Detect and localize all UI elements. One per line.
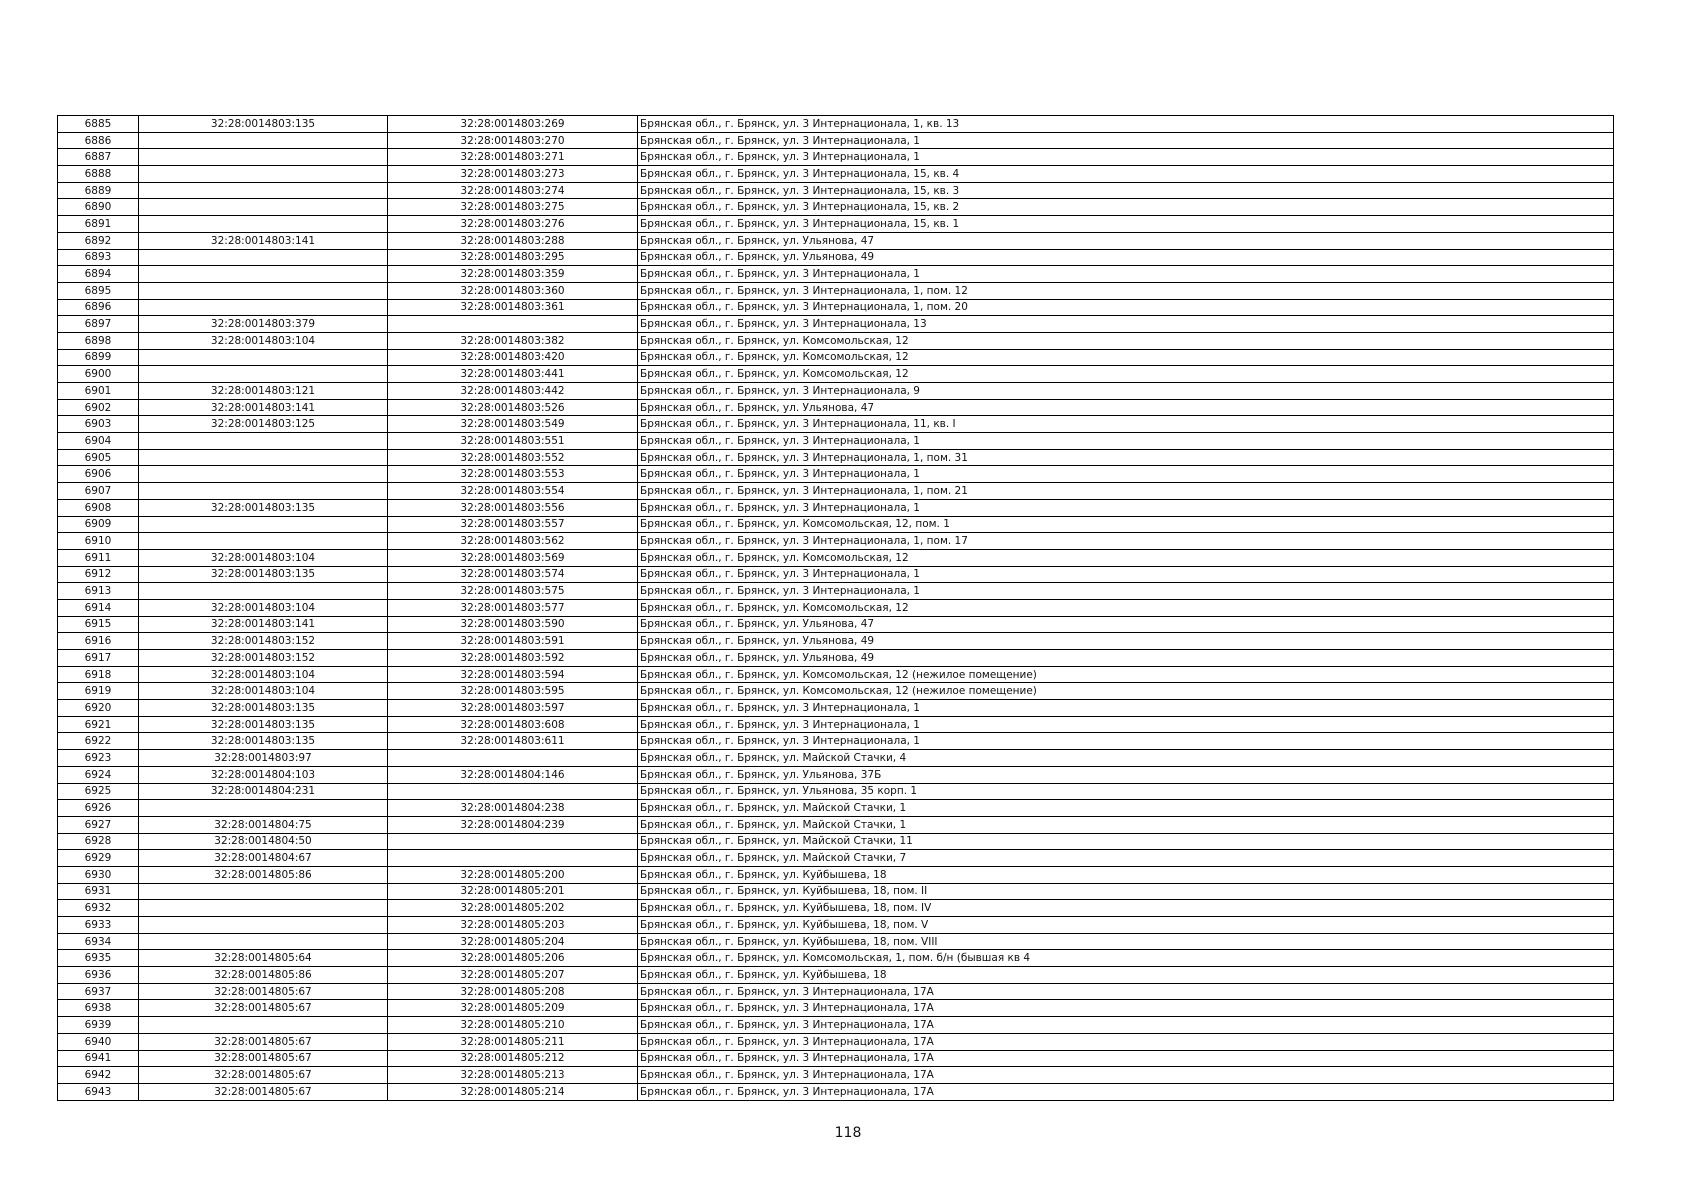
- parcel-number-cell: [139, 883, 388, 900]
- row-number-cell: 6889: [58, 182, 139, 199]
- address-cell: Брянская обл., г. Брянск, ул. Комсомольская, 12 (нежилое помещение): [638, 683, 1614, 700]
- row-number-cell: 6942: [58, 1067, 139, 1084]
- row-number-cell: 6897: [58, 316, 139, 333]
- address-cell: Брянская обл., г. Брянск, ул. Куйбышева, 18: [638, 866, 1614, 883]
- row-number-cell: 6931: [58, 883, 139, 900]
- address-cell: Брянская обл., г. Брянск, ул. Комсомольская, 12, пом. 1: [638, 516, 1614, 533]
- parcel-number-cell: 32:28:0014805:67: [139, 1067, 388, 1084]
- table-row: [58, 249, 1614, 266]
- table-row: [58, 666, 1614, 683]
- parcel-number-cell: [139, 149, 388, 166]
- address-cell: Брянская обл., г. Брянск, ул. Комсомольская, 1, пом. б/н (бывшая кв 4: [638, 950, 1614, 967]
- page-number: 118: [834, 1125, 862, 1141]
- row-number-cell: 6938: [58, 1000, 139, 1017]
- address-cell: Брянская обл., г. Брянск, ул. 3 Интернационала, 1: [638, 149, 1614, 166]
- row-number-cell: 6895: [58, 282, 139, 299]
- row-number-cell: 6935: [58, 950, 139, 967]
- table-row: [58, 950, 1614, 967]
- table-row: [58, 1083, 1614, 1100]
- parcel-number-cell: 32:28:0014803:104: [139, 549, 388, 566]
- object-number-cell: 32:28:0014803:360: [388, 282, 638, 299]
- address-cell: Брянская обл., г. Брянск, ул. 3 Интернационала, 17А: [638, 1017, 1614, 1034]
- parcel-number-cell: 32:28:0014803:104: [139, 332, 388, 349]
- table-row: [58, 883, 1614, 900]
- object-number-cell: 32:28:0014803:526: [388, 399, 638, 416]
- table-row: [58, 800, 1614, 817]
- object-number-cell: 32:28:0014803:441: [388, 366, 638, 383]
- row-number-cell: 6940: [58, 1033, 139, 1050]
- parcel-number-cell: [139, 182, 388, 199]
- table-row: [58, 332, 1614, 349]
- object-number-cell: [388, 850, 638, 867]
- address-cell: Брянская обл., г. Брянск, ул. Ульянова, 47: [638, 616, 1614, 633]
- object-number-cell: 32:28:0014803:592: [388, 650, 638, 667]
- row-number-cell: 6908: [58, 499, 139, 516]
- row-number-cell: 6941: [58, 1050, 139, 1067]
- address-cell: Брянская обл., г. Брянск, ул. Ульянова, 49: [638, 249, 1614, 266]
- parcel-number-cell: [139, 282, 388, 299]
- table-row: [58, 499, 1614, 516]
- object-number-cell: 32:28:0014805:210: [388, 1017, 638, 1034]
- parcel-number-cell: [139, 449, 388, 466]
- parcel-number-cell: 32:28:0014803:104: [139, 599, 388, 616]
- object-number-cell: 32:28:0014805:208: [388, 983, 638, 1000]
- object-number-cell: 32:28:0014803:553: [388, 466, 638, 483]
- address-cell: Брянская обл., г. Брянск, ул. 3 Интернационала, 1: [638, 132, 1614, 149]
- row-number-cell: 6885: [58, 116, 139, 133]
- parcel-number-cell: [139, 533, 388, 550]
- parcel-number-cell: [139, 199, 388, 216]
- object-number-cell: 32:28:0014803:594: [388, 666, 638, 683]
- parcel-number-cell: 32:28:0014803:379: [139, 316, 388, 333]
- address-cell: Брянская обл., г. Брянск, ул. Майской Стачки, 1: [638, 816, 1614, 833]
- object-number-cell: 32:28:0014803:295: [388, 249, 638, 266]
- object-number-cell: 32:28:0014803:420: [388, 349, 638, 366]
- parcel-number-cell: 32:28:0014805:67: [139, 1050, 388, 1067]
- address-cell: Брянская обл., г. Брянск, ул. Комсомольская, 12: [638, 549, 1614, 566]
- table-row: [58, 232, 1614, 249]
- row-number-cell: 6924: [58, 766, 139, 783]
- table-row: [58, 483, 1614, 500]
- address-cell: Брянская обл., г. Брянск, ул. 3 Интернационала, 13: [638, 316, 1614, 333]
- object-number-cell: 32:28:0014803:557: [388, 516, 638, 533]
- row-number-cell: 6912: [58, 566, 139, 583]
- parcel-number-cell: 32:28:0014804:103: [139, 766, 388, 783]
- address-cell: Брянская обл., г. Брянск, ул. Комсомольская, 12: [638, 599, 1614, 616]
- parcel-number-cell: [139, 366, 388, 383]
- parcel-number-cell: 32:28:0014803:104: [139, 683, 388, 700]
- object-number-cell: 32:28:0014805:211: [388, 1033, 638, 1050]
- object-number-cell: [388, 833, 638, 850]
- address-cell: Брянская обл., г. Брянск, ул. 3 Интернационала, 1: [638, 733, 1614, 750]
- row-number-cell: 6918: [58, 666, 139, 683]
- object-number-cell: 32:28:0014803:549: [388, 416, 638, 433]
- address-cell: Брянская обл., г. Брянск, ул. 3 Интернационала, 1, пом. 31: [638, 449, 1614, 466]
- table-row: [58, 1033, 1614, 1050]
- parcel-number-cell: [139, 266, 388, 283]
- table-row: [58, 349, 1614, 366]
- object-number-cell: 32:28:0014803:595: [388, 683, 638, 700]
- row-number-cell: 6923: [58, 750, 139, 767]
- object-number-cell: 32:28:0014803:611: [388, 733, 638, 750]
- address-cell: Брянская обл., г. Брянск, ул. Куйбышева, 18, пом. VIII: [638, 933, 1614, 950]
- parcel-number-cell: [139, 933, 388, 950]
- parcel-number-cell: [139, 483, 388, 500]
- row-number-cell: 6917: [58, 650, 139, 667]
- address-cell: Брянская обл., г. Брянск, ул. 3 Интернационала, 1: [638, 566, 1614, 583]
- table-row: [58, 282, 1614, 299]
- parcel-number-cell: [139, 433, 388, 450]
- row-number-cell: 6901: [58, 383, 139, 400]
- object-number-cell: 32:28:0014803:382: [388, 332, 638, 349]
- table-row: [58, 583, 1614, 600]
- address-cell: Брянская обл., г. Брянск, ул. 3 Интернационала, 11, кв. I: [638, 416, 1614, 433]
- parcel-number-cell: 32:28:0014804:67: [139, 850, 388, 867]
- object-number-cell: 32:28:0014804:146: [388, 766, 638, 783]
- parcel-number-cell: 32:28:0014804:50: [139, 833, 388, 850]
- object-number-cell: 32:28:0014803:273: [388, 166, 638, 183]
- address-cell: Брянская обл., г. Брянск, ул. Майской Стачки, 11: [638, 833, 1614, 850]
- row-number-cell: 6906: [58, 466, 139, 483]
- table-row: [58, 516, 1614, 533]
- table-row: [58, 599, 1614, 616]
- parcel-number-cell: [139, 1017, 388, 1034]
- address-cell: Брянская обл., г. Брянск, ул. 3 Интернационала, 17А: [638, 1000, 1614, 1017]
- address-cell: Брянская обл., г. Брянск, ул. 3 Интернационала, 9: [638, 383, 1614, 400]
- address-cell: Брянская обл., г. Брянск, ул. 3 Интернационала, 17А: [638, 1050, 1614, 1067]
- table-row: [58, 616, 1614, 633]
- object-number-cell: 32:28:0014803:569: [388, 549, 638, 566]
- parcel-number-cell: 32:28:0014803:141: [139, 616, 388, 633]
- row-number-cell: 6937: [58, 983, 139, 1000]
- address-cell: Брянская обл., г. Брянск, ул. Майской Стачки, 4: [638, 750, 1614, 767]
- address-cell: Брянская обл., г. Брянск, ул. Ульянова, 35 корп. 1: [638, 783, 1614, 800]
- row-number-cell: 6919: [58, 683, 139, 700]
- row-number-cell: 6930: [58, 866, 139, 883]
- object-number-cell: 32:28:0014805:214: [388, 1083, 638, 1100]
- object-number-cell: 32:28:0014803:575: [388, 583, 638, 600]
- parcel-number-cell: [139, 299, 388, 316]
- table-row: [58, 533, 1614, 550]
- table-row: [58, 199, 1614, 216]
- table-row: [58, 783, 1614, 800]
- address-cell: Брянская обл., г. Брянск, ул. 3 Интернационала, 1: [638, 499, 1614, 516]
- table-row: [58, 299, 1614, 316]
- table-body: [58, 116, 1614, 1101]
- address-cell: Брянская обл., г. Брянск, ул. 3 Интернационала, 15, кв. 4: [638, 166, 1614, 183]
- parcel-number-cell: 32:28:0014803:135: [139, 566, 388, 583]
- row-number-cell: 6925: [58, 783, 139, 800]
- parcel-number-cell: [139, 166, 388, 183]
- object-number-cell: 32:28:0014805:200: [388, 866, 638, 883]
- parcel-number-cell: 32:28:0014805:86: [139, 866, 388, 883]
- row-number-cell: 6932: [58, 900, 139, 917]
- row-number-cell: 6921: [58, 716, 139, 733]
- parcel-number-cell: [139, 900, 388, 917]
- parcel-number-cell: [139, 249, 388, 266]
- address-cell: Брянская обл., г. Брянск, ул. Ульянова, 47: [638, 399, 1614, 416]
- table-row: [58, 166, 1614, 183]
- parcel-number-cell: [139, 132, 388, 149]
- address-cell: Брянская обл., г. Брянск, ул. 3 Интернационала, 1: [638, 466, 1614, 483]
- table-row: [58, 466, 1614, 483]
- object-number-cell: 32:28:0014805:202: [388, 900, 638, 917]
- row-number-cell: 6886: [58, 132, 139, 149]
- row-number-cell: 6898: [58, 332, 139, 349]
- address-cell: Брянская обл., г. Брянск, ул. Ульянова, 49: [638, 650, 1614, 667]
- parcel-number-cell: 32:28:0014803:104: [139, 666, 388, 683]
- parcel-number-cell: 32:28:0014803:135: [139, 700, 388, 717]
- table-row: [58, 416, 1614, 433]
- parcel-number-cell: [139, 349, 388, 366]
- object-number-cell: 32:28:0014804:238: [388, 800, 638, 817]
- row-number-cell: 6922: [58, 733, 139, 750]
- table-row: [58, 850, 1614, 867]
- parcel-number-cell: [139, 800, 388, 817]
- table-row: [58, 816, 1614, 833]
- table-row: [58, 766, 1614, 783]
- table-row: [58, 1050, 1614, 1067]
- parcel-number-cell: [139, 583, 388, 600]
- object-number-cell: 32:28:0014805:209: [388, 1000, 638, 1017]
- object-number-cell: 32:28:0014805:212: [388, 1050, 638, 1067]
- object-number-cell: 32:28:0014803:562: [388, 533, 638, 550]
- table-row: [58, 716, 1614, 733]
- table-row: [58, 933, 1614, 950]
- address-cell: Брянская обл., г. Брянск, ул. Комсомольская, 12: [638, 349, 1614, 366]
- parcel-number-cell: 32:28:0014803:152: [139, 650, 388, 667]
- address-cell: Брянская обл., г. Брянск, ул. Ульянова, 37Б: [638, 766, 1614, 783]
- parcel-number-cell: [139, 917, 388, 934]
- table-row: [58, 1067, 1614, 1084]
- table-row: [58, 449, 1614, 466]
- table-row: [58, 866, 1614, 883]
- row-number-cell: 6929: [58, 850, 139, 867]
- row-number-cell: 6927: [58, 816, 139, 833]
- table-row: [58, 132, 1614, 149]
- parcel-number-cell: [139, 216, 388, 233]
- address-cell: Брянская обл., г. Брянск, ул. 3 Интернационала, 1: [638, 433, 1614, 450]
- object-number-cell: 32:28:0014805:213: [388, 1067, 638, 1084]
- table-row: [58, 750, 1614, 767]
- table-row: [58, 650, 1614, 667]
- object-number-cell: 32:28:0014803:577: [388, 599, 638, 616]
- address-cell: Брянская обл., г. Брянск, ул. 3 Интернационала, 1, пом. 12: [638, 282, 1614, 299]
- table-row: [58, 149, 1614, 166]
- table-row: [58, 683, 1614, 700]
- parcel-number-cell: 32:28:0014803:135: [139, 733, 388, 750]
- row-number-cell: 6913: [58, 583, 139, 600]
- table-row: [58, 900, 1614, 917]
- parcel-number-cell: [139, 516, 388, 533]
- object-number-cell: 32:28:0014803:608: [388, 716, 638, 733]
- parcel-number-cell: 32:28:0014804:75: [139, 816, 388, 833]
- address-cell: Брянская обл., г. Брянск, ул. Ульянова, 47: [638, 232, 1614, 249]
- table-row: [58, 566, 1614, 583]
- address-cell: Брянская обл., г. Брянск, ул. Майской Стачки, 1: [638, 800, 1614, 817]
- object-number-cell: 32:28:0014805:206: [388, 950, 638, 967]
- row-number-cell: 6905: [58, 449, 139, 466]
- table-row: [58, 116, 1614, 133]
- row-number-cell: 6914: [58, 599, 139, 616]
- object-number-cell: 32:28:0014805:203: [388, 917, 638, 934]
- object-number-cell: 32:28:0014803:574: [388, 566, 638, 583]
- object-number-cell: 32:28:0014803:552: [388, 449, 638, 466]
- row-number-cell: 6890: [58, 199, 139, 216]
- row-number-cell: 6896: [58, 299, 139, 316]
- row-number-cell: 6887: [58, 149, 139, 166]
- object-number-cell: 32:28:0014803:361: [388, 299, 638, 316]
- object-number-cell: 32:28:0014803:288: [388, 232, 638, 249]
- parcel-number-cell: 32:28:0014805:67: [139, 1083, 388, 1100]
- address-cell: Брянская обл., г. Брянск, ул. 3 Интернационала, 17А: [638, 1033, 1614, 1050]
- object-number-cell: 32:28:0014803:442: [388, 383, 638, 400]
- object-number-cell: 32:28:0014803:590: [388, 616, 638, 633]
- table-row: [58, 549, 1614, 566]
- table-row: [58, 633, 1614, 650]
- table-row: [58, 399, 1614, 416]
- object-number-cell: 32:28:0014803:271: [388, 149, 638, 166]
- address-cell: Брянская обл., г. Брянск, ул. Куйбышева, 18, пом. IV: [638, 900, 1614, 917]
- address-cell: Брянская обл., г. Брянск, ул. 3 Интернационала, 1: [638, 700, 1614, 717]
- table-row: [58, 1000, 1614, 1017]
- address-cell: Брянская обл., г. Брянск, ул. Комсомольская, 12: [638, 366, 1614, 383]
- row-number-cell: 6907: [58, 483, 139, 500]
- address-cell: Брянская обл., г. Брянск, ул. Куйбышева, 18, пом. V: [638, 917, 1614, 934]
- parcel-number-cell: 32:28:0014805:86: [139, 967, 388, 984]
- address-cell: Брянская обл., г. Брянск, ул. Куйбышева, 18: [638, 967, 1614, 984]
- row-number-cell: 6926: [58, 800, 139, 817]
- address-cell: Брянская обл., г. Брянск, ул. 3 Интернационала, 1, пом. 20: [638, 299, 1614, 316]
- object-number-cell: 32:28:0014803:591: [388, 633, 638, 650]
- row-number-cell: 6893: [58, 249, 139, 266]
- address-cell: Брянская обл., г. Брянск, ул. 3 Интернационала, 1, пом. 17: [638, 533, 1614, 550]
- row-number-cell: 6943: [58, 1083, 139, 1100]
- object-number-cell: 32:28:0014803:276: [388, 216, 638, 233]
- parcel-number-cell: 32:28:0014803:97: [139, 750, 388, 767]
- row-number-cell: 6902: [58, 399, 139, 416]
- object-number-cell: 32:28:0014803:275: [388, 199, 638, 216]
- parcel-number-cell: 32:28:0014803:141: [139, 399, 388, 416]
- address-cell: Брянская обл., г. Брянск, ул. 3 Интернационала, 15, кв. 2: [638, 199, 1614, 216]
- address-cell: Брянская обл., г. Брянск, ул. 3 Интернационала, 15, кв. 1: [638, 216, 1614, 233]
- address-cell: Брянская обл., г. Брянск, ул. 3 Интернационала, 15, кв. 3: [638, 182, 1614, 199]
- address-cell: Брянская обл., г. Брянск, ул. 3 Интернационала, 1: [638, 266, 1614, 283]
- table-row: [58, 833, 1614, 850]
- row-number-cell: 6939: [58, 1017, 139, 1034]
- object-number-cell: 32:28:0014803:270: [388, 132, 638, 149]
- row-number-cell: 6920: [58, 700, 139, 717]
- address-cell: Брянская обл., г. Брянск, ул. 3 Интернационала, 1, кв. 13: [638, 116, 1614, 133]
- table-row: [58, 366, 1614, 383]
- parcel-number-cell: 32:28:0014803:135: [139, 499, 388, 516]
- object-number-cell: 32:28:0014805:201: [388, 883, 638, 900]
- object-number-cell: 32:28:0014803:269: [388, 116, 638, 133]
- row-number-cell: 6904: [58, 433, 139, 450]
- object-number-cell: 32:28:0014805:207: [388, 967, 638, 984]
- table-row: [58, 182, 1614, 199]
- row-number-cell: 6900: [58, 366, 139, 383]
- cadastral-table: [57, 115, 1614, 1101]
- parcel-number-cell: 32:28:0014805:67: [139, 1000, 388, 1017]
- row-number-cell: 6899: [58, 349, 139, 366]
- row-number-cell: 6892: [58, 232, 139, 249]
- parcel-number-cell: 32:28:0014803:141: [139, 232, 388, 249]
- parcel-number-cell: 32:28:0014803:135: [139, 716, 388, 733]
- parcel-number-cell: [139, 466, 388, 483]
- row-number-cell: 6891: [58, 216, 139, 233]
- address-cell: Брянская обл., г. Брянск, ул. 3 Интернационала, 1: [638, 583, 1614, 600]
- row-number-cell: 6894: [58, 266, 139, 283]
- table-row: [58, 700, 1614, 717]
- table-row: [58, 983, 1614, 1000]
- table-row: [58, 433, 1614, 450]
- address-cell: Брянская обл., г. Брянск, ул. 3 Интернационала, 1, пом. 21: [638, 483, 1614, 500]
- parcel-number-cell: 32:28:0014803:121: [139, 383, 388, 400]
- row-number-cell: 6916: [58, 633, 139, 650]
- row-number-cell: 6910: [58, 533, 139, 550]
- parcel-number-cell: 32:28:0014805:67: [139, 983, 388, 1000]
- object-number-cell: 32:28:0014803:551: [388, 433, 638, 450]
- object-number-cell: [388, 316, 638, 333]
- table-row: [58, 316, 1614, 333]
- table-row: [58, 383, 1614, 400]
- table-row: [58, 917, 1614, 934]
- parcel-number-cell: 32:28:0014804:231: [139, 783, 388, 800]
- table-row: [58, 967, 1614, 984]
- parcel-number-cell: 32:28:0014805:67: [139, 1033, 388, 1050]
- row-number-cell: 6936: [58, 967, 139, 984]
- address-cell: Брянская обл., г. Брянск, ул. 3 Интернационала, 17А: [638, 1067, 1614, 1084]
- row-number-cell: 6915: [58, 616, 139, 633]
- address-cell: Брянская обл., г. Брянск, ул. Ульянова, 49: [638, 633, 1614, 650]
- object-number-cell: 32:28:0014803:556: [388, 499, 638, 516]
- row-number-cell: 6903: [58, 416, 139, 433]
- address-cell: Брянская обл., г. Брянск, ул. Майской Стачки, 7: [638, 850, 1614, 867]
- object-number-cell: 32:28:0014804:239: [388, 816, 638, 833]
- parcel-number-cell: 32:28:0014805:64: [139, 950, 388, 967]
- table-row: [58, 733, 1614, 750]
- parcel-number-cell: 32:28:0014803:152: [139, 633, 388, 650]
- table-row: [58, 1017, 1614, 1034]
- address-cell: Брянская обл., г. Брянск, ул. 3 Интернационала, 1: [638, 716, 1614, 733]
- parcel-number-cell: 32:28:0014803:125: [139, 416, 388, 433]
- object-number-cell: 32:28:0014805:204: [388, 933, 638, 950]
- row-number-cell: 6933: [58, 917, 139, 934]
- object-number-cell: [388, 783, 638, 800]
- address-cell: Брянская обл., г. Брянск, ул. Куйбышева, 18, пом. II: [638, 883, 1614, 900]
- address-cell: Брянская обл., г. Брянск, ул. 3 Интернационала, 17А: [638, 983, 1614, 1000]
- row-number-cell: 6888: [58, 166, 139, 183]
- parcel-number-cell: 32:28:0014803:135: [139, 116, 388, 133]
- row-number-cell: 6934: [58, 933, 139, 950]
- object-number-cell: 32:28:0014803:274: [388, 182, 638, 199]
- address-cell: Брянская обл., г. Брянск, ул. Комсомольская, 12 (нежилое помещение): [638, 666, 1614, 683]
- object-number-cell: 32:28:0014803:554: [388, 483, 638, 500]
- object-number-cell: 32:28:0014803:597: [388, 700, 638, 717]
- table-row: [58, 216, 1614, 233]
- row-number-cell: 6911: [58, 549, 139, 566]
- object-number-cell: 32:28:0014803:359: [388, 266, 638, 283]
- address-cell: Брянская обл., г. Брянск, ул. Комсомольская, 12: [638, 332, 1614, 349]
- row-number-cell: 6928: [58, 833, 139, 850]
- object-number-cell: [388, 750, 638, 767]
- table-row: [58, 266, 1614, 283]
- address-cell: Брянская обл., г. Брянск, ул. 3 Интернационала, 17А: [638, 1083, 1614, 1100]
- row-number-cell: 6909: [58, 516, 139, 533]
